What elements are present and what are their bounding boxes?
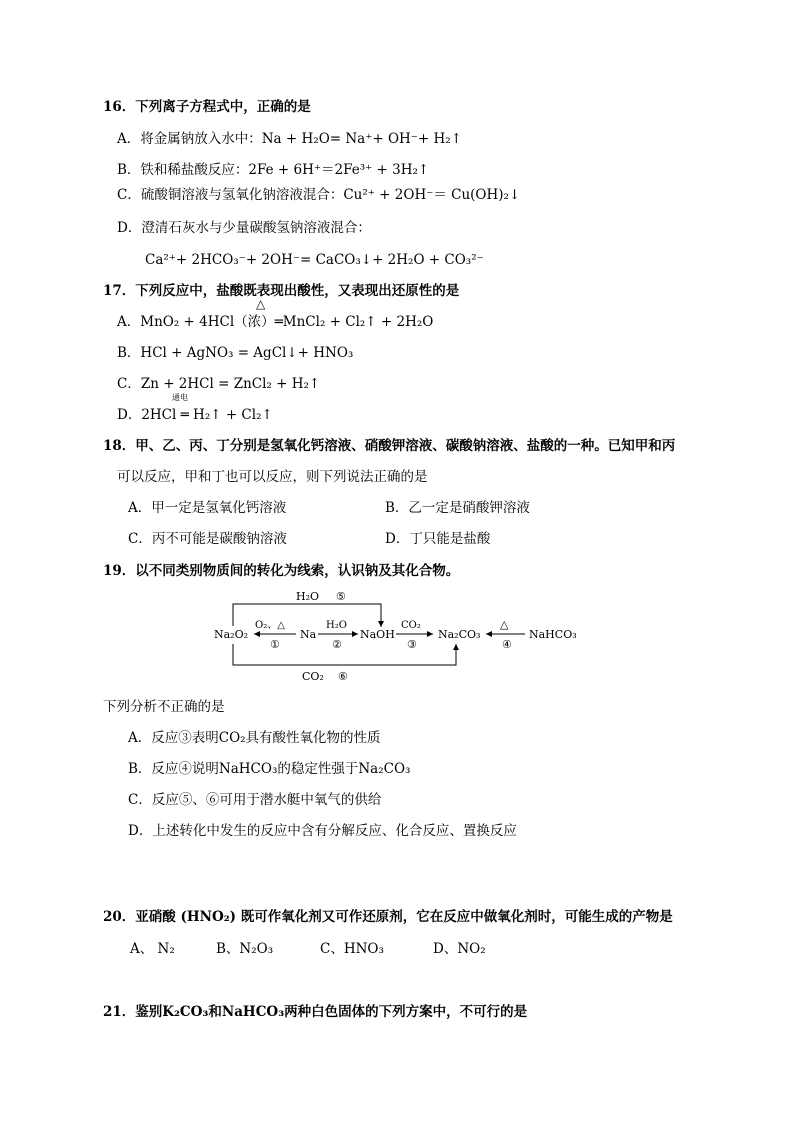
q17-a-condition: △ [256, 297, 266, 311]
q19-ask: 下列分析不正确的是 [103, 699, 225, 715]
reaction-number-5: ⑤ [336, 590, 346, 603]
reaction-number-3: ③ [407, 638, 417, 651]
q18-option-a: A．甲一定是氢氧化钙溶液 [128, 500, 287, 516]
q19-option-d: D．上述转化中发生的反应中含有分解反应、化合反应、置换反应 [128, 823, 517, 839]
q19-stem: 19．以不同类别物质间的转化为线索，认识钠及其化合物。 [103, 563, 460, 579]
q17-stem: 17．下列反应中，盐酸既表现出酸性，又表现出还原性的是 [103, 283, 460, 299]
q18-stem-line2: 可以反应，甲和丁也可以反应，则下列说法正确的是 [117, 469, 428, 485]
reaction-number-6: ⑥ [338, 670, 348, 683]
species-na: Na [300, 628, 317, 641]
q20-option-b: B、N₂O₃ [216, 941, 274, 957]
q17-option-b: B．HCl + AgNO₃ = AgCl↓+ HNO₃ [117, 345, 354, 361]
q18-stem-line1: 18．甲、乙、丙、丁分别是氢氧化钙溶液、硝酸钾溶液、碳酸钠溶液、盐酸的一种。已知甲和丙 [103, 438, 676, 454]
q16-stem: 16．下列离子方程式中，正确的是 [103, 99, 311, 115]
q16-option-d-equation: Ca²⁺+ 2HCO₃⁻+ 2OH⁻= CaCO₃↓+ 2H₂O + CO₃²⁻ [145, 252, 484, 268]
species-na2o2: Na₂O₂ [214, 628, 249, 641]
q18-option-c: C．丙不可能是碳酸钠溶液 [128, 531, 287, 547]
reagent-1: O₂、△ [255, 620, 285, 631]
q17-d-condition: 通电 [172, 393, 188, 402]
q17-option-c: C．Zn + 2HCl = ZnCl₂ + H₂↑ [117, 376, 321, 392]
reagent-5: H₂O [296, 590, 320, 603]
reagent-6: CO₂ [302, 670, 324, 683]
q19-option-c: C．反应⑤、⑥可用于潜水艇中氧气的供给 [128, 792, 382, 808]
species-na2co3: Na₂CO₃ [438, 628, 481, 641]
species-naoh: NaOH [360, 628, 395, 641]
q20-option-a: A、 N₂ [130, 941, 175, 957]
q20-option-d: D、NO₂ [433, 941, 486, 957]
q17-option-a: A．MnO₂ + 4HCl（浓）═MnCl₂ + Cl₂↑ + 2H₂O [117, 314, 434, 330]
q20-stem: 20．亚硝酸 (HNO₂) 既可作氧化剂又可作还原剂，它在反应中做氧化剂时，可能生成的产物是 [103, 909, 673, 925]
q20-option-c: C、HNO₃ [320, 941, 384, 957]
q21-stem: 21．鉴别K₂CO₃和NaHCO₃两种白色固体的下列方案中，不可行的是 [103, 1004, 528, 1020]
reagent-2: H₂O [326, 620, 347, 631]
reagent-3: CO₂ [401, 620, 421, 631]
arrow-6-path [233, 644, 456, 665]
reaction-number-4: ④ [502, 638, 512, 651]
q19-option-b: B．反应④说明NaHCO₃的稳定性强于Na₂CO₃ [128, 761, 411, 777]
q16-option-b: B．铁和稀盐酸反应：2Fe + 6H⁺＝2Fe³⁺ + 3H₂↑ [117, 162, 430, 178]
reaction-number-2: ② [332, 638, 342, 651]
species-nahco3: NaHCO₃ [529, 628, 577, 641]
q16-option-c: C．硫酸铜溶液与氢氧化钠溶液混合：Cu²⁺ + 2OH⁻＝ Cu(OH)₂↓ [117, 187, 521, 203]
q16-option-d: D．澄清石灰水与少量碳酸氢钠溶液混合： [117, 220, 371, 236]
q16-option-a: A．将金属钠放入水中：Na + H₂O= Na⁺+ OH⁻+ H₂↑ [117, 131, 463, 147]
q18-option-b: B．乙一定是硝酸钾溶液 [385, 500, 530, 516]
reaction-number-1: ① [270, 638, 280, 651]
q17-option-d: D．2HCl ═ H₂↑ + Cl₂↑ [117, 407, 273, 423]
q19-option-a: A．反应③表明CO₂具有酸性氧化物的性质 [128, 730, 381, 746]
reagent-4: △ [500, 618, 509, 631]
sodium-conversion-diagram [200, 582, 600, 687]
q18-option-d: D．丁只能是盐酸 [385, 531, 491, 547]
